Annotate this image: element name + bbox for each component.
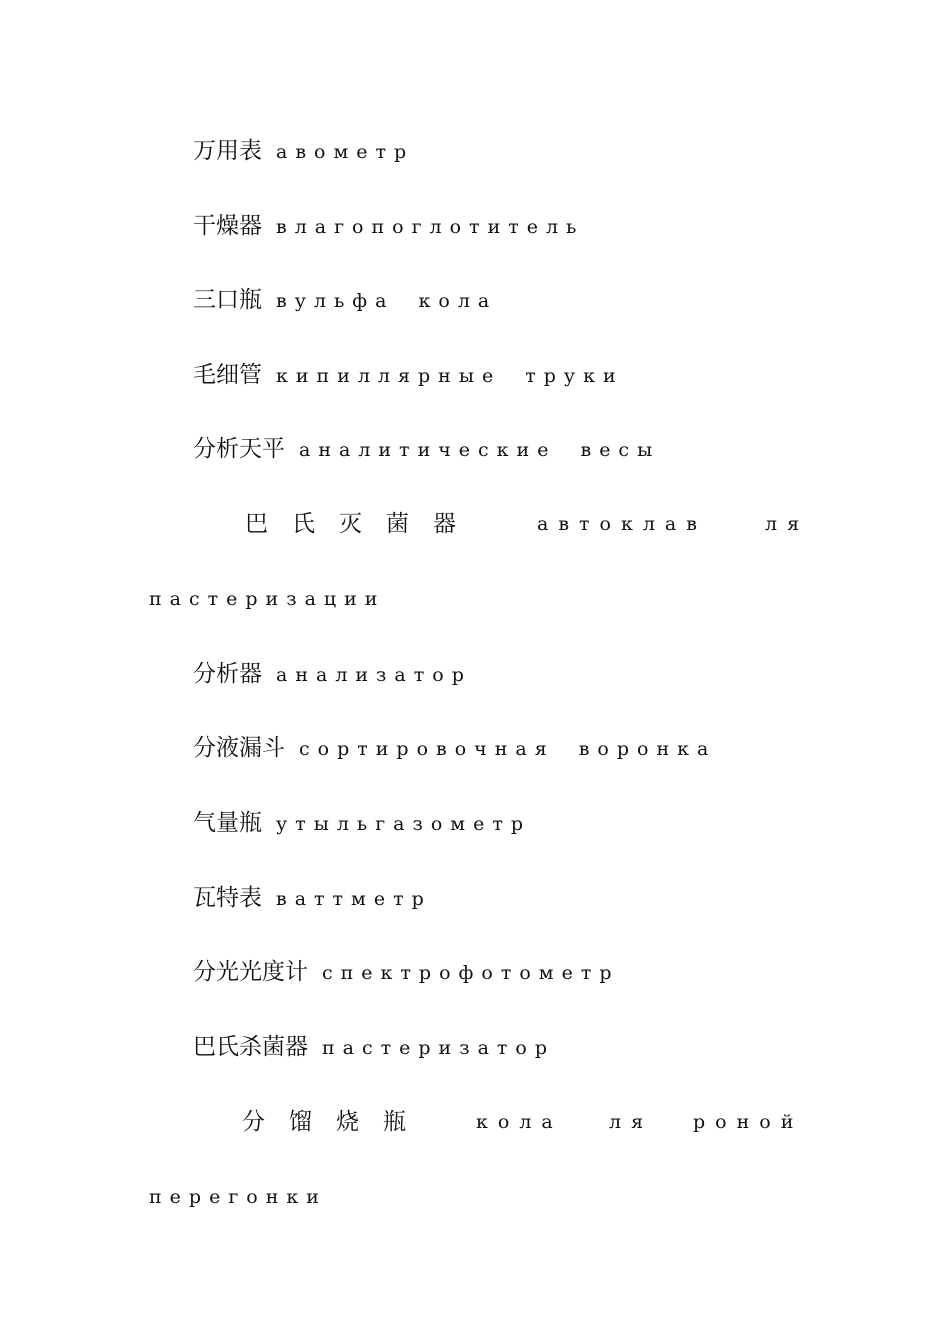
entry-ru: утыльгазометр <box>276 813 532 835</box>
entry-12 <box>193 1032 555 1062</box>
entry-zh: 干燥器 <box>193 213 262 239</box>
entry-9 <box>193 808 531 838</box>
entry-zh: 分光光度计 <box>193 959 308 985</box>
entry-6-ru-part1 <box>537 509 707 539</box>
entry-zh: 巴氏杀菌器 <box>193 1034 308 1060</box>
entry-13-ru-part1 <box>476 1107 563 1137</box>
entry-ru: влагопоглотитель <box>276 216 585 238</box>
entry-zh: 瓦特表 <box>193 885 262 911</box>
entry-ru: ваттметр <box>276 888 432 910</box>
entry-ru: кипиллярные труки <box>276 365 624 387</box>
entry-2 <box>193 211 584 241</box>
entry-ru: ля <box>609 1111 654 1133</box>
entry-zh: 分液漏斗 <box>193 735 285 761</box>
entry-zh: 三口瓶 <box>193 287 262 313</box>
entry-zh: 巴氏灭菌器 <box>245 511 480 537</box>
entry-ru: роной <box>693 1111 804 1133</box>
entry-13-ru-part3 <box>693 1107 803 1137</box>
entry-13-continuation <box>149 1182 327 1212</box>
entry-zh: 分析天平 <box>193 436 285 462</box>
entry-ru-continuation: перегонки <box>149 1186 327 1208</box>
entry-zh: 分析器 <box>193 661 262 687</box>
entry-ru: аналитические весы <box>299 439 661 461</box>
entry-5 <box>193 434 660 464</box>
entry-4 <box>193 360 624 390</box>
entry-ru: анализатор <box>276 664 472 686</box>
entry-1 <box>193 136 414 166</box>
entry-zh: 毛细管 <box>193 362 262 388</box>
entry-8 <box>193 733 716 763</box>
entry-zh: 气量瓶 <box>193 810 262 836</box>
entry-11 <box>193 957 620 987</box>
entry-ru: ля <box>765 513 810 535</box>
entry-6-continuation <box>149 584 385 614</box>
entry-13-ru-part2 <box>609 1107 653 1137</box>
entry-zh: 分馏烧瓶 <box>242 1109 430 1135</box>
entry-ru: вульфа кола <box>276 290 498 312</box>
entry-6 <box>245 509 480 539</box>
entry-7 <box>193 659 472 689</box>
entry-6-ru-part2 <box>765 509 809 539</box>
entry-ru: сортировочная воронка <box>299 738 717 760</box>
entry-zh: 万用表 <box>193 138 262 164</box>
entry-ru: автоклав <box>537 513 707 535</box>
entry-ru: пастеризатор <box>322 1037 556 1059</box>
entry-ru-continuation: пастеризации <box>149 588 386 610</box>
entry-10 <box>193 883 432 913</box>
entry-ru: кола <box>476 1111 563 1133</box>
entry-ru: авометр <box>276 141 415 163</box>
entry-ru: спектрофотометр <box>322 962 620 984</box>
entry-13 <box>242 1107 430 1137</box>
entry-3 <box>193 285 497 315</box>
